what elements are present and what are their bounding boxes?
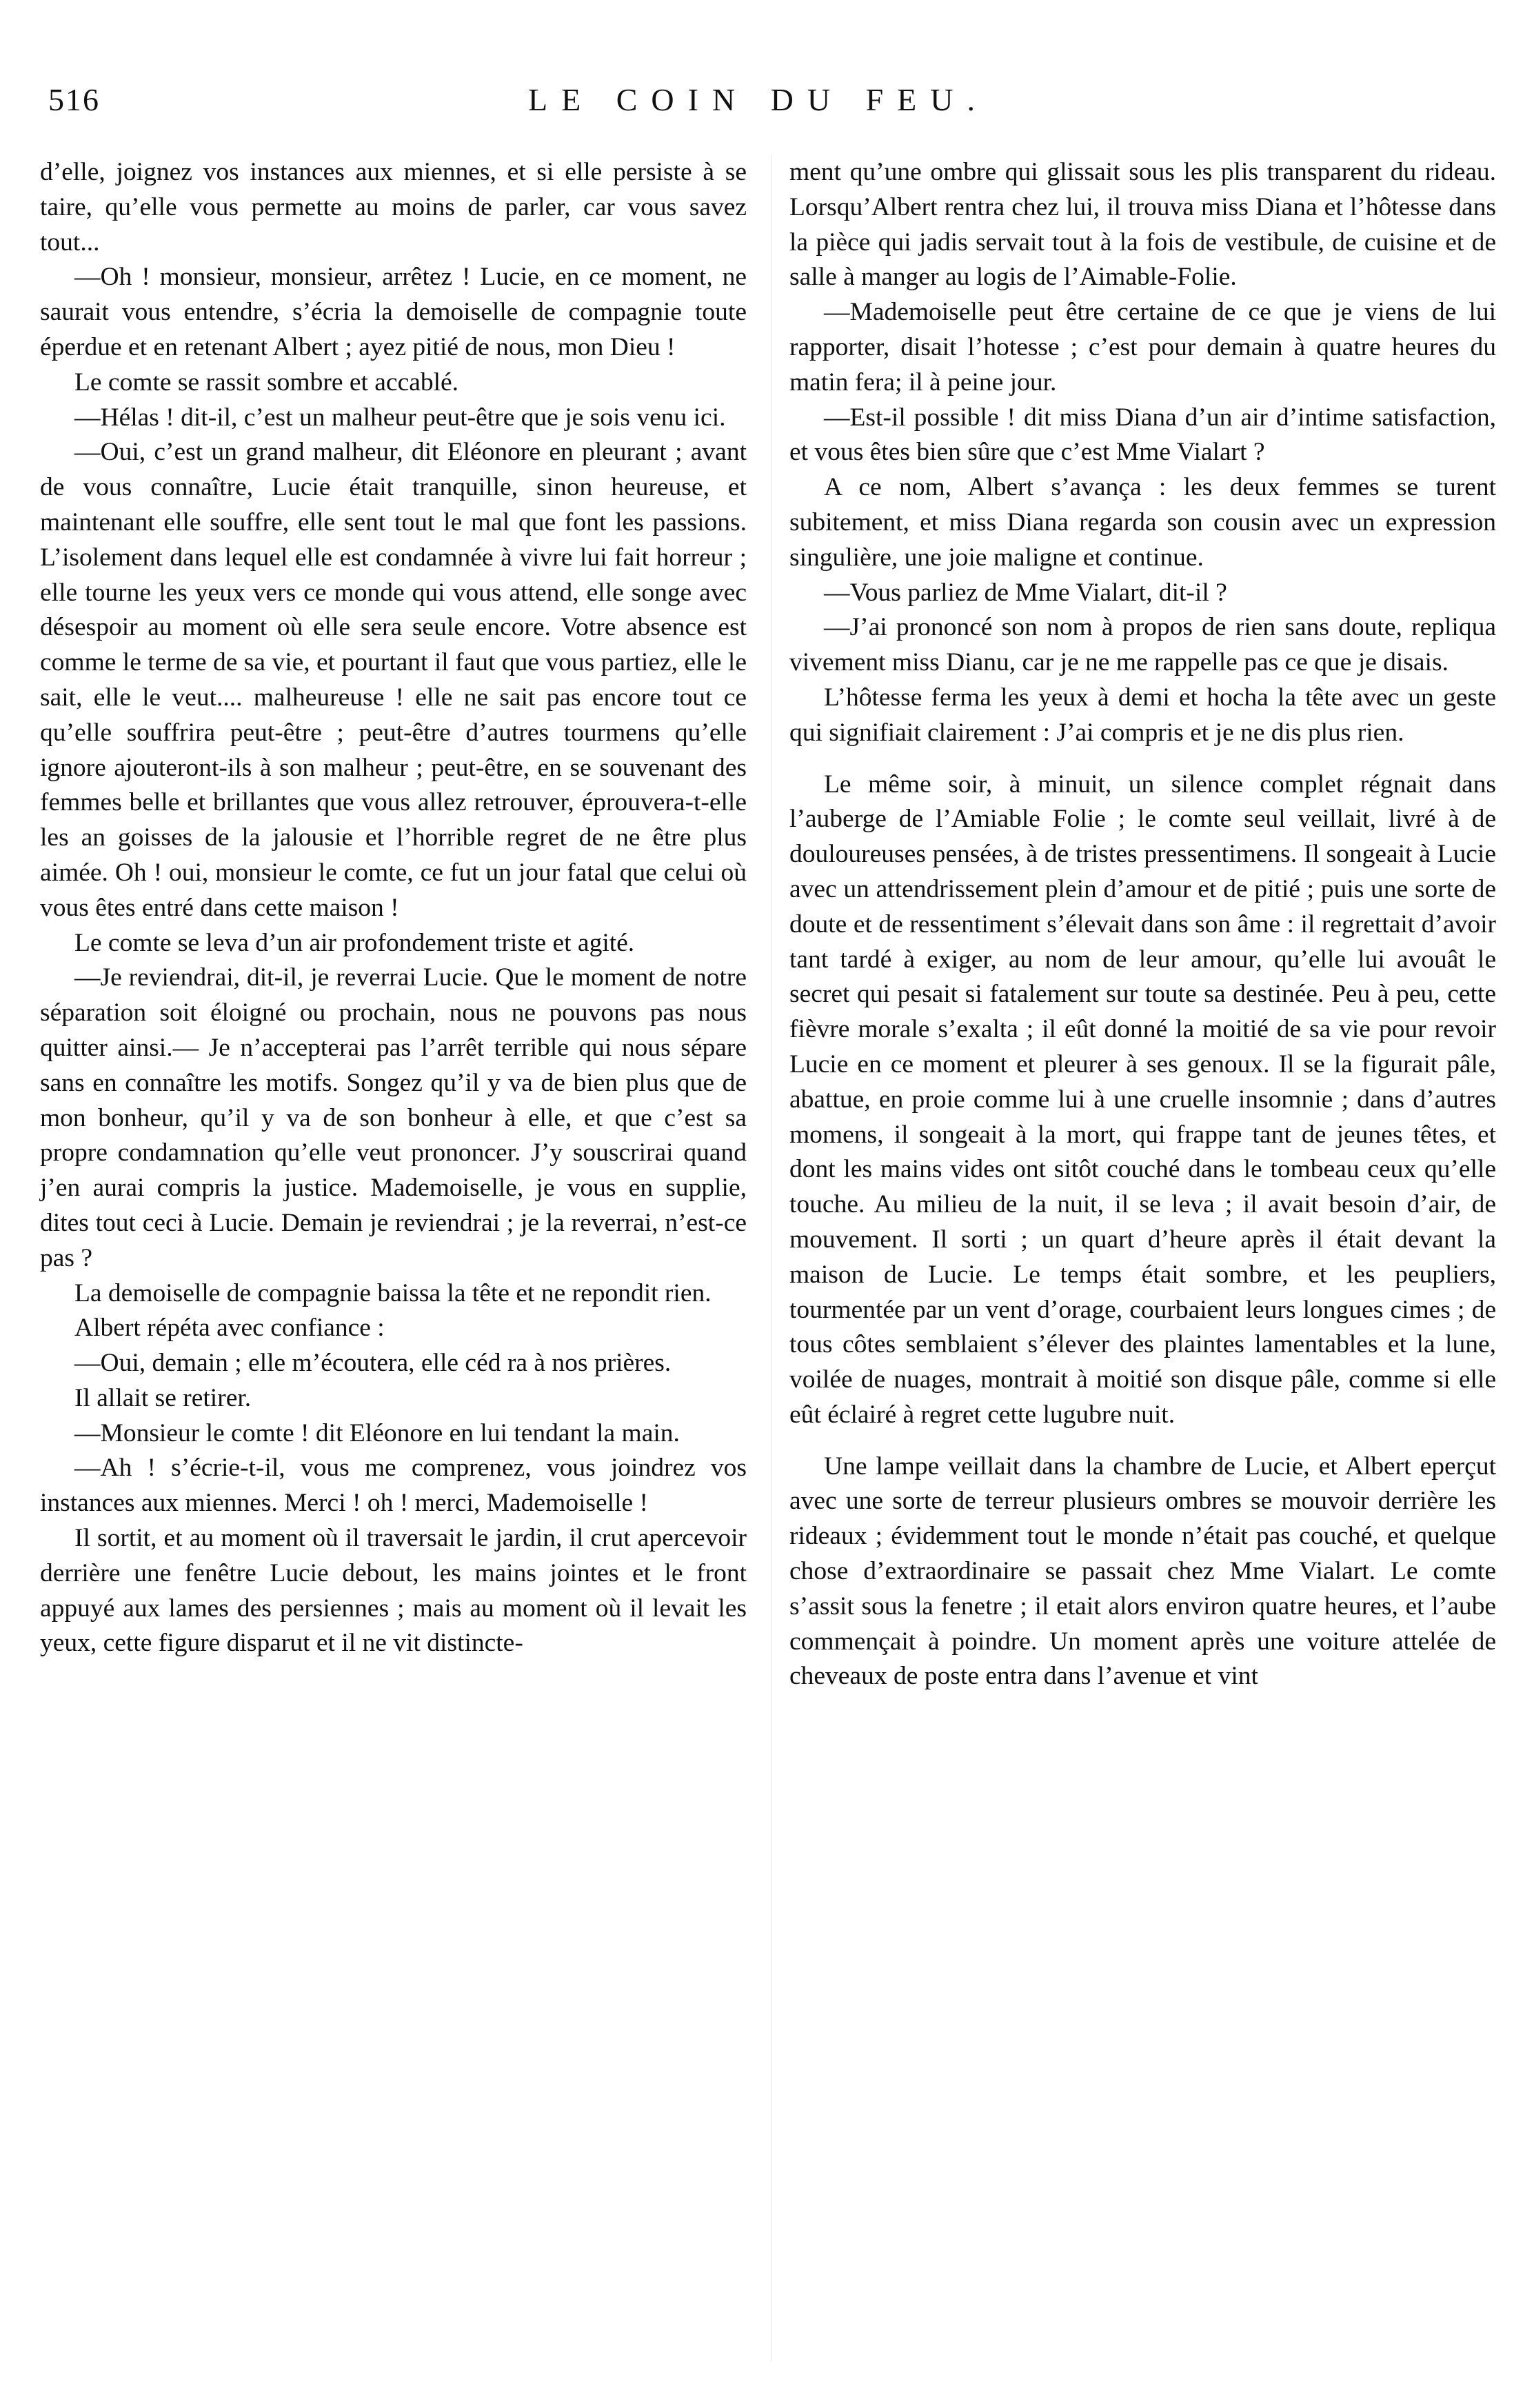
paragraph: —Monsieur le comte ! dit Eléonore en lui tendant la main. bbox=[74, 1418, 680, 1447]
paragraph: Le comte se rassit sombre et accablé. bbox=[74, 368, 459, 397]
paragraph: La demoiselle de compagnie baissa la tête et ne repondit rien. bbox=[74, 1278, 712, 1307]
paragraph: Il allait se retirer. bbox=[74, 1383, 252, 1412]
paragraph: —Est-il possible ! dit miss Diana d’un air d’intime satisfaction, et vous êtes bien sûre que c’est Mme Vialart ? bbox=[789, 403, 1496, 467]
paragraph: Le comte se leva d’un air profondement triste et agité. bbox=[74, 928, 635, 957]
paragraph: —Vous parliez de Mme Vialart, dit-il ? bbox=[824, 578, 1227, 607]
paragraph: —J’ai prononcé son nom à propos de rien sans doute, repliqua vivement miss Dianu, car je ne me rappelle pas ce que je disais. bbox=[789, 613, 1496, 677]
paragraph: Il sortit, et au moment où il traversait le jardin, il crut apercevoir derrière une fenêtre Lucie debout, les mains jointes et le front appuyé aux lames des persiennes ; mais au moment où il levait les yeux, cette figure disparut et il ne vit distincte- bbox=[40, 1524, 747, 1658]
left-column bbox=[40, 155, 747, 1661]
paragraph: —Ah ! s’écrie-t-il, vous me comprenez, vous joindrez vos instances aux miennes. Merci ! oh ! merci, Mademoiselle ! bbox=[40, 1454, 747, 1518]
running-title: LE COIN DU FEU. bbox=[528, 82, 989, 117]
paragraph: ment qu’une ombre qui glissait sous les plis transparent du rideau. Lorsqu’Albert rentra chez lui, il trouva miss Diana et l’hôtesse dans la pièce qui jadis servait tout à la fois de vestibule, de cuisine et de salle à manger au logis de l’Aimable-Folie. bbox=[789, 158, 1496, 292]
right-column bbox=[789, 155, 1496, 1694]
page-header bbox=[41, 81, 1475, 137]
paragraph: —Oui, demain ; elle m’écoutera, elle céd ra à nos prières. bbox=[74, 1349, 672, 1378]
paragraph: d’elle, joignez vos instances aux miennes, et si elle persiste à se taire, qu’elle vous permette au moins de parler, car vous savez tout... bbox=[40, 158, 747, 257]
page-number: 516 bbox=[48, 82, 100, 117]
paragraph: —Oh ! monsieur, monsieur, arrêtez ! Lucie, en ce moment, ne saurait vous entendre, s’écria la demoiselle de compagnie toute éperdue et en retenant Albert ; ayez pitié de nous, mon Dieu ! bbox=[40, 263, 747, 361]
paragraph: L’hôtesse ferma les yeux à demi et hocha la tête avec un geste qui signifiait clairement : J’ai compris et je ne dis plus rien. bbox=[789, 683, 1496, 747]
paragraph: —Je reviendrai, dit-il, je reverrai Lucie. Que le moment de notre séparation soit éloigné ou prochain, nous ne pouvons pas nous quitter ainsi.— Je n’accepterai pas l’arrêt terrible qui nous sépare sans en connaître les motifs. Songez qu’il y va de bien plus que de mon bonheur, qu’il y va de son bonheur à elle, et que c’est sa propre condamnation qu’elle veut prononcer. J’y souscrirai quand j’en aurai compris la justice. Mademoiselle, je vous en supplie, dites tout ceci à Lucie. Demain je reviendrai ; je la reverrai, n’est-ce pas ? bbox=[40, 963, 747, 1272]
paragraph: Albert répéta avec confiance : bbox=[74, 1314, 385, 1343]
paragraph: —Mademoiselle peut être certaine de ce que je viens de lui rapporter, disait l’hotesse ; c’est pour demain à quatre heures du matin fera; il à peine jour. bbox=[789, 298, 1496, 397]
paragraph: Le même soir, à minuit, un silence complet régnait dans l’auberge de l’Amiable Folie ; le comte seul veillait, livré à de douloureuses pensées, à de tristes pressentimens. Il songeait à Lucie avec un attendrissement plein d’amour et de pitié ; puis une sorte de doute et de ressentiment s’élevait dans son âme : il regrettait d’avoir tant tardé à exiger, au nom de leur amour, qu’elle lui avouât le secret qui pesait si fatalement sur toute sa destinée. Peu à peu, cette fièvre morale s’exalta ; il eût donné la moitié de sa vie pour revoir Lucie en ce moment et pleurer à ses genoux. Il se la figurait pâle, abattue, en proie comme lui à une cruelle insomnie ; dans d’autres momens, il songeait à la mort, qui frappe tant de jeunes têtes, et dont les mains vides ont sitôt couché dans le tombeau ceux qu’elle touche. Au milieu de la nuit, il se leva ; il avait besoin d’air, de mouvement. Il sorti ; un quart d’heure après il était devant la maison de Lucie. Le temps était sombre, et les peupliers, tourmentée par un vent d’orage, courbaient leurs longues cimes ; de tous côtes semblaient s’élever des plaintes lamentables et la lune, voilée de nuages, montrait à moitié son disque pâle, comme si elle eût éclairé à regret cette lugubre nuit. bbox=[789, 770, 1496, 1429]
paragraph: —Hélas ! dit-il, c’est un malheur peut-être que je sois venu ici. bbox=[74, 403, 726, 432]
paragraph: —Oui, c’est un grand malheur, dit Eléonore en pleurant ; avant de vous connaître, Lucie était tranquille, sinon heureuse, et maintenant elle souffre, elle sent tout le mal que font les passions. L’isolement dans lequel elle est condamnée à vivre lui fait horreur ; elle tourne les yeux vers ce monde qui vous attend, elle songe avec désespoir au moment où elle sera seule encore. Votre absence est comme le terme de sa vie, et pourtant il faut que vous partiez, elle le sait, elle le veut.... malheureuse ! elle ne sait pas encore tout ce qu’elle souffrira peut-être ; peut-être d’autres tourmens qu’elle ignore ajouteront-ils à son malheur ; peut-être, en se souvenant des femmes belle et brillantes que vous allez retrouver, éprouvera-t-elle les an goisses de la jalousie et l’horrible regret de ne être plus aimée. Oh ! oui, monsieur le comte, ce fut un jour fatal que celui où vous êtes entré dans cette maison ! bbox=[40, 438, 747, 922]
paragraph: A ce nom, Albert s’avança : les deux femmes se turent subitement, et miss Diana regarda son cousin avec un expression singulière, une joie maligne et continue. bbox=[789, 473, 1496, 572]
paragraph: Une lampe veillait dans la chambre de Lucie, et Albert eperçut avec une sorte de terreur plusieurs ombres se mouvoir derrière les rideaux ; évidemment tout le monde n’était pas couché, et quelque chose d’extraordinaire se passait chez Mme Vialart. Le comte s’assit sous la fenetre ; il etait alors environ quatre heures, et l’aube commençait à poindre. Un moment après une voiture attelée de cheveaux de poste entra dans l’avenue et vint bbox=[789, 1452, 1496, 1691]
